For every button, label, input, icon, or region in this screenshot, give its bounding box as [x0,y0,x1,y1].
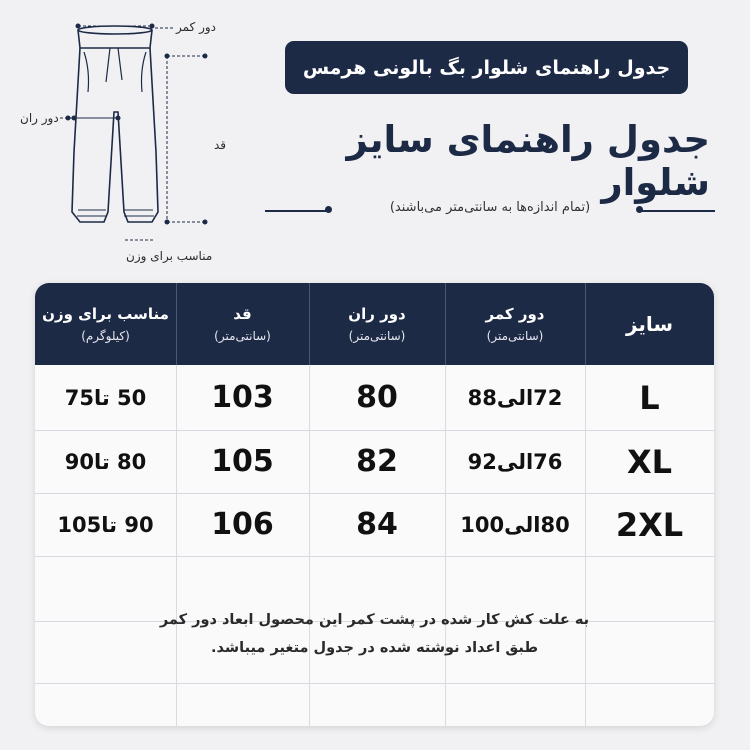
pants-outline [72,48,158,222]
row-2xl-length: 106 [211,507,274,542]
size-table [35,283,714,726]
header-length: قد (سانتی‌متر) [214,305,271,343]
page-title: جدول راهنمای سایز شلوار [346,118,710,204]
row-2xl-thigh: 84 [356,507,398,542]
header-weight: مناسب برای وزن (کیلوگرم) [42,305,169,343]
pocket-left [84,52,89,92]
row-xl-length: 105 [211,444,274,479]
cuff-left [77,210,106,216]
row-xl-waist: 76الی92 [467,449,563,474]
cuff-right [124,210,154,216]
elastic-note-line-2: طبق اعداد نوشته شده در جدول متغیر میباشد. [211,640,538,656]
row-l-size: L [639,378,660,417]
product-title-badge: جدول راهنمای شلوار بگ بالونی هرمس [285,41,688,94]
divider-line-left [265,210,327,212]
pocket-right [142,52,147,92]
pants-diagram [60,22,170,247]
weight-label: مناسب برای وزن [126,249,213,263]
row-xl-size: XL [626,442,673,481]
row-l-weight: 50 تا75 [64,385,147,410]
row-l-thigh: 80 [356,380,398,415]
row-2xl-weight: 90 تا105 [57,512,154,537]
row-l-waist: 72الی88 [467,385,563,410]
elastic-note-line-1: به علت کش کار شده در پشت کمر این محصول ابعاد دور کمر [159,612,590,628]
header-waist: دور کمر (سانتی‌متر) [485,305,545,343]
units-subtitle: (تمام اندازه‌ها به سانتی‌متر می‌باشند) [389,200,591,215]
thigh-label: دور ران [20,111,59,125]
row-xl-weight: 80 تا90 [64,449,147,474]
divider-line-right [641,210,715,212]
row-l-length: 103 [211,380,274,415]
row-2xl-waist: 80الی100 [460,512,570,537]
header-size: سایز [625,312,674,336]
header-thigh: دور ران (سانتی‌متر) [348,305,406,343]
length-label: قد [214,138,227,152]
waist-label: دور کمر [176,20,217,34]
drawstring [106,48,122,82]
row-xl-thigh: 82 [356,444,398,479]
subtitle-row [265,200,715,220]
row-2xl-size: 2XL [615,505,684,544]
waistband-top [78,26,152,34]
